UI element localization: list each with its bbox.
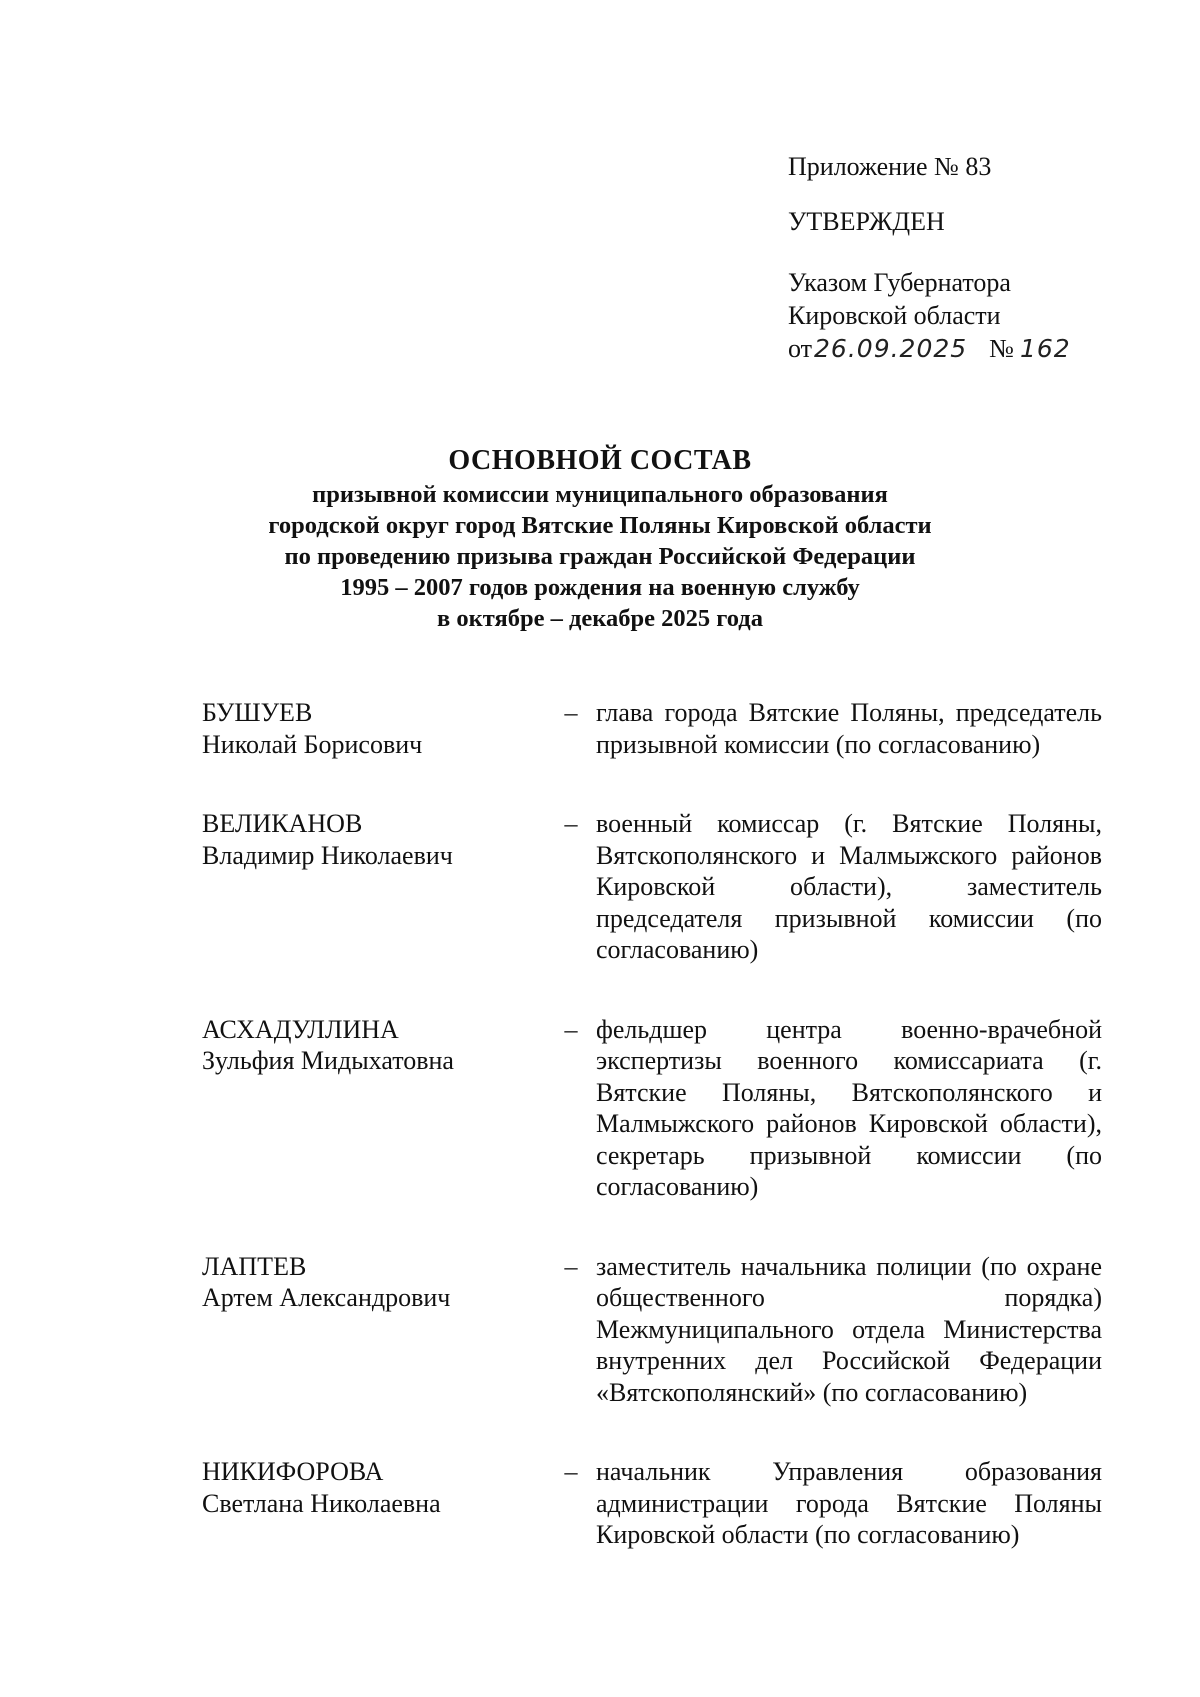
member-role: заместитель начальника полиции (по охране общественного порядка) Межмуниципального отдела Министерства внутренних дел Российской Федерации «Вятскополянский» (по согласованию) (596, 1251, 1102, 1407)
member-dash: – (564, 1251, 578, 1281)
member-name (202, 697, 542, 760)
title-main: ОСНОВНОЙ СОСТАВ (448, 445, 752, 476)
member-role: военный комиссар (г. Вятские Поляны, Вятскополянского и Малмыжского районов Кировской области), заместитель председателя призывной комиссии (по согласованию) (596, 809, 1102, 964)
member-given-name: Светлана Николаевна (202, 1488, 441, 1518)
decree-date-line (788, 332, 1148, 365)
title-line: по проведению призыва граждан Российской Федерации (284, 543, 916, 570)
handwritten-number: 162 (1019, 334, 1071, 363)
member-surname: НИКИФОРОВА (202, 1457, 384, 1486)
number-prefix: № (989, 334, 1014, 363)
member-dash: – (564, 1457, 578, 1486)
member-dash: – (564, 1014, 578, 1044)
handwritten-date: 26.09.2025 (814, 334, 968, 363)
member-given-name: Владимир Николаевич (202, 840, 453, 870)
member-surname: АСХАДУЛЛИНА (202, 1014, 399, 1044)
member-dash: – (564, 698, 578, 727)
decree-line-2: Кировской области (788, 301, 1001, 330)
member-given-name: Артем Александрович (202, 1283, 451, 1312)
member-row (202, 1014, 1102, 1203)
member-name (202, 1456, 542, 1551)
member-row (202, 808, 1102, 966)
title-line: 1995 – 2007 годов рождения на военную службу (340, 574, 860, 601)
member-surname: БУШУЕВ (202, 698, 313, 727)
member-name (202, 1251, 542, 1409)
date-prefix: от (788, 334, 813, 363)
decree-line-1: Указом Губернатора (788, 268, 1011, 297)
member-surname: ВЕЛИКАНОВ (202, 809, 363, 838)
member-role: фельдшер центра военно-врачебной экспертизы военного комиссариата (г. Вятские Поляны, Вятскополянского и Малмыжского районов Кировской области), секретарь призывной комиссии (по согласованию) (596, 1014, 1102, 1201)
members-list (202, 697, 1102, 1551)
member-row (202, 1456, 1102, 1551)
member-role: начальник Управления образования администрации города Вятские Поляны Кировской области (по согласованию) (596, 1457, 1102, 1549)
member-row (202, 697, 1102, 760)
member-role: глава города Вятские Поляны, председатель призывной комиссии (по согласованию) (596, 698, 1102, 759)
approved-stamp-text: УТВЕРЖДЕН (788, 207, 945, 236)
appendix-header (788, 150, 1148, 365)
title-line: городской округ город Вятские Поляны Кировской области (268, 512, 932, 539)
document-title (150, 443, 1050, 634)
member-row (202, 1251, 1102, 1409)
member-given-name: Николай Борисович (202, 729, 423, 759)
member-given-name: Зульфия Мидыхатовна (202, 1046, 454, 1075)
title-line: призывной комиссии муниципального образования (312, 481, 888, 508)
appendix-number: Приложение № 83 (788, 152, 992, 181)
title-line: в октябре – декабре 2025 года (437, 605, 763, 632)
member-name (202, 1014, 542, 1203)
member-surname: ЛАПТЕВ (202, 1251, 307, 1281)
member-name (202, 808, 542, 966)
member-dash: – (564, 809, 578, 838)
